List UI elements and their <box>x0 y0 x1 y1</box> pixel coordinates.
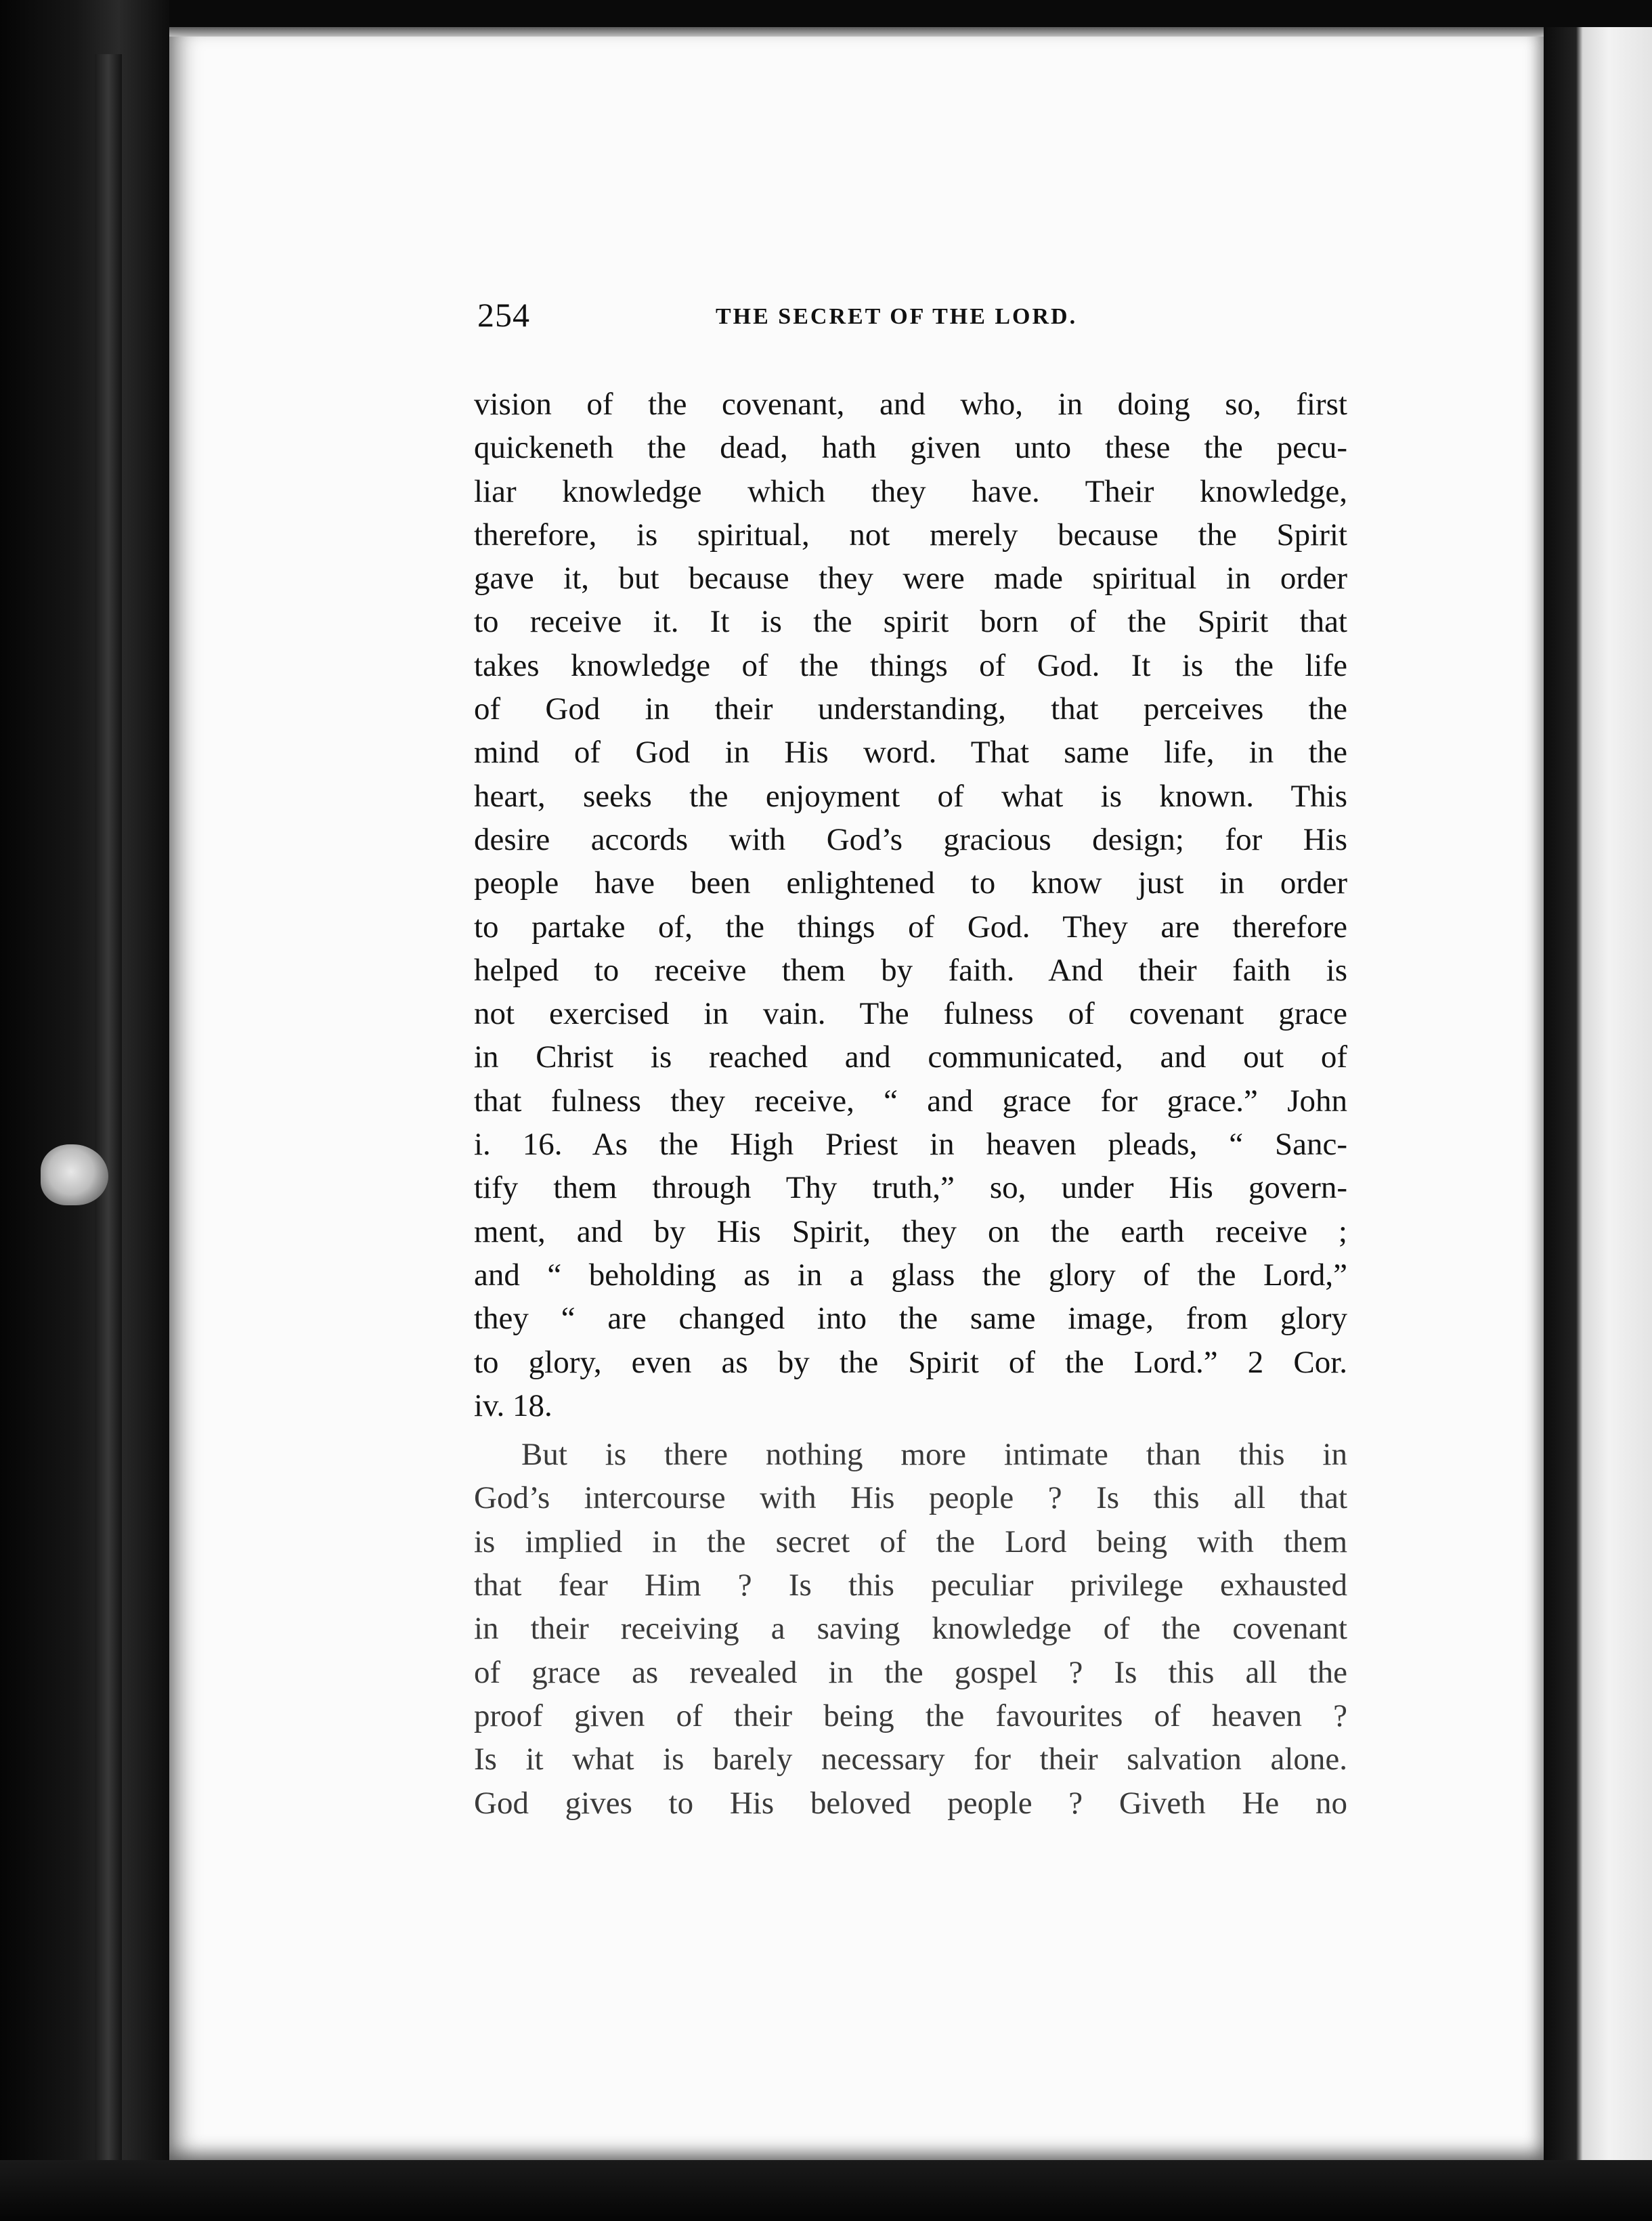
text-line: takes knowledge of the things of God. It is the life <box>474 647 1347 683</box>
scan-border-bottom <box>0 2160 1652 2221</box>
text-line: liar knowledge which they have. Their knowledge, <box>474 473 1347 509</box>
text-line: i. 16. As the High Priest in heaven pleads, “ Sanc- <box>474 1127 1347 1163</box>
text-line: to partake of, the things of God. They are therefore <box>474 909 1347 945</box>
paragraph-2 <box>474 1433 1347 1825</box>
text-line: and “ beholding as in a glass the glory of the Lord,” <box>474 1257 1347 1293</box>
page-number: 254 <box>477 296 530 334</box>
next-page-edge <box>1544 27 1652 2221</box>
text-line: ment, and by His Spirit, they on the earth receive ; <box>474 1213 1347 1249</box>
text-line: people have been enlightened to know just in order <box>474 865 1347 901</box>
scan-border-left <box>0 0 169 2221</box>
paper-tear-mark <box>41 1144 108 1205</box>
text-line: God gives to His beloved people ? Giveth He no <box>474 1785 1347 1821</box>
text-line: vision of the covenant, and who, in doing so, first <box>474 387 1347 422</box>
text-line: that fear Him ? Is this peculiar privilege exhausted <box>474 1568 1347 1603</box>
running-title: THE SECRET OF THE LORD. <box>716 304 1078 329</box>
text-line: quickeneth the dead, hath given unto these the pecu- <box>474 430 1347 466</box>
paragraph-gap <box>474 1427 1347 1433</box>
text-line: therefore, is spiritual, not merely because the Spirit <box>474 517 1347 553</box>
body-text <box>474 383 1347 1825</box>
text-line: tify them through Thy truth,” so, under His govern- <box>474 1170 1347 1206</box>
text-line: helped to receive them by faith. And their faith is <box>474 952 1347 988</box>
running-head <box>477 295 1344 335</box>
text-line: to glory, even as by the Spirit of the Lord.” 2 Cor. <box>474 1344 1347 1380</box>
text-line: Is it what is barely necessary for their salvation alone. <box>474 1742 1347 1777</box>
text-line: they “ are changed into the same image, from glory <box>474 1301 1347 1337</box>
paragraph-1 <box>474 383 1347 1427</box>
book-spine <box>95 54 122 2167</box>
text-line: in their receiving a saving knowledge of the covenant <box>474 1611 1347 1647</box>
text-line: is implied in the secret of the Lord being with them <box>474 1524 1347 1559</box>
text-line: heart, seeks the enjoyment of what is known. This <box>474 778 1347 814</box>
text-line: God’s intercourse with His people ? Is this all that <box>474 1480 1347 1516</box>
page-top-edge <box>169 27 1544 37</box>
text-line: in Christ is reached and communicated, and out of <box>474 1039 1347 1075</box>
text-line: of God in their understanding, that perceives the <box>474 691 1347 727</box>
text-line: iv. 18. <box>474 1387 552 1423</box>
text-line: desire accords with God’s gracious design; for His <box>474 821 1347 857</box>
text-line: to receive it. It is the spirit born of the Spirit that <box>474 604 1347 640</box>
text-line: mind of God in His word. That same life, in the <box>474 735 1347 771</box>
text-line: gave it, but because they were made spiritual in order <box>474 561 1347 597</box>
text-line: that fulness they receive, “ and grace for grace.” John <box>474 1083 1347 1119</box>
text-line: proof given of their being the favourites of heaven ? <box>474 1698 1347 1733</box>
text-line: not exercised in vain. The fulness of covenant grace <box>474 996 1347 1032</box>
text-line: But is there nothing more intimate than this in <box>521 1437 1347 1473</box>
text-line: of grace as revealed in the gospel ? Is this all the <box>474 1654 1347 1690</box>
